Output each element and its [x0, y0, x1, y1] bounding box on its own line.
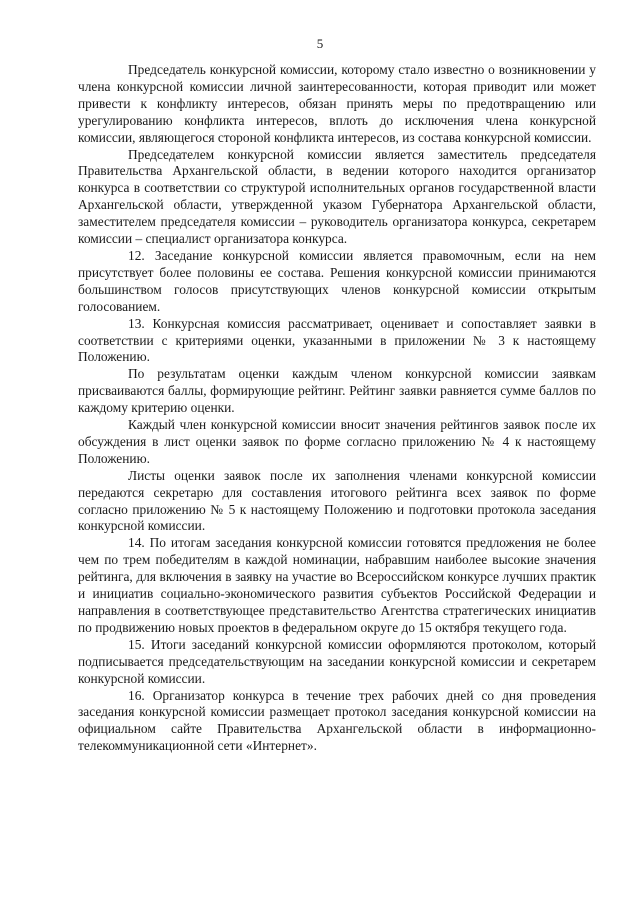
- paragraph-12-quorum: 12. Заседание конкурсной комиссии является правомочным, если на нем присутствует более половины ее состава. Решения конкурсной комиссии принимаются большинством голосов присутствующих членов конкурсной комиссии открытым голосованием.: [78, 247, 596, 314]
- paragraph-rating-sheet: Каждый член конкурсной комиссии вносит значения рейтингов заявок после их обсуждения в лист оценки заявок по форме согласно приложению № 4 к настоящему Положению.: [78, 417, 596, 466]
- paragraph-16-publication: 16. Организатор конкурса в течение трех рабочих дней со дня проведения заседания конкурсной комиссии размещает протокол заседания конкурсной комиссии на официальном сайте Правительства Архангельской области в информационно-телекоммуникационной сети «Интернет».: [78, 687, 596, 754]
- paragraph-14-proposals: 14. По итогам заседания конкурсной комиссии готовятся предложения не более чем по трем победителям в каждой номинации, набравшим наиболее высокие значения рейтинга, для включения в заявку на участие во Всероссийском конкурсе лучших практик и инициатив социально-экономического развития субъектов Российской Федерации и направления в соответствующее представительство Агентства стратегических инициатив по продвижению новых проектов в федеральном округе до 15 октября текущего года.: [78, 535, 596, 635]
- paragraph-13-evaluation: 13. Конкурсная комиссия рассматривает, оценивает и сопоставляет заявки в соответствии с критериями оценки, указанными в приложении № 3 к настоящему Положению.: [78, 315, 596, 365]
- paragraph-15-protocol: 15. Итоги заседаний конкурсной комиссии оформляются протоколом, который подписывается председательствующим на заседании конкурсной комиссии и секретарем конкурсной комиссии.: [78, 636, 596, 686]
- paragraph-rating-points: По результатам оценки каждым членом конкурсной комиссии заявкам присваиваются баллы, формирующие рейтинг. Рейтинг заявки равняется сумме баллов по каждому критерию оценки.: [78, 366, 596, 416]
- page-number: 5: [316, 36, 324, 51]
- paragraph-chairman-composition: Председателем конкурсной комиссии является заместитель председателя Правительства Архангельской области, в ведении которого находится организатор конкурса в соответствии со структурой исполнительных органов государственной власти Архангельской области, утвержденной указом Губернатора Архангельской области, заместителем председателя комиссии – руководитель организатора конкурса, секретарем комиссии – специалист организатора конкурса.: [78, 146, 596, 247]
- paragraph-chairman-conflict: Председатель конкурсной комиссии, которому стало известно о возникновении у члена конкурсной комиссии личной заинтересованности, которая приводит или может привести к конфликту интересов, обязан принять меры по предотвращению или урегулированию конфликта интересов, вплоть до исключения члена конкурсной комиссии, являющегося стороной конфликта интересов, из состава конкурсной комиссии.: [78, 62, 596, 145]
- document-body: [78, 62, 596, 755]
- paragraph-final-rating: Листы оценки заявок после их заполнения членами конкурсной комиссии передаются секретарю для составления итогового рейтинга всех заявок по форме согласно приложению № 5 к настоящему Положению и подготовки протокола заседания конкурсной комиссии.: [78, 467, 596, 534]
